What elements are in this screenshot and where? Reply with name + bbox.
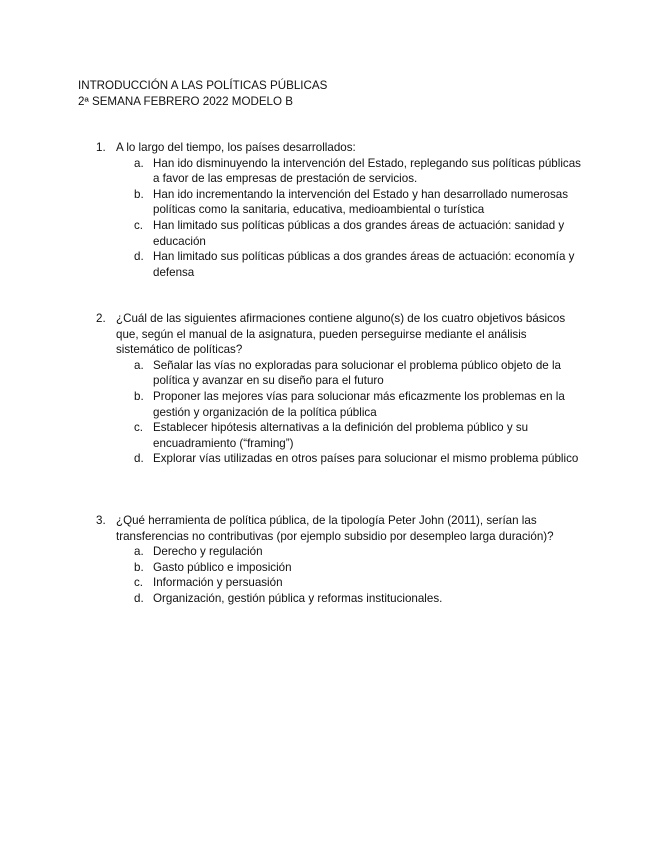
option-d [96,591,586,607]
question-3 [96,513,586,607]
option-text: Señalar las vías no exploradas para solucionar el problema público objeto de la política y avanzar en su diseño para el futuro [153,358,561,388]
option-letter: a. [134,156,144,170]
option-text: Información y persuasión [153,576,283,590]
question-number: 1. [96,141,106,154]
option-c [96,420,586,451]
option-text: Establecer hipótesis alternativas a la definición del problema público y su encuadramiento (“framing”) [153,421,529,450]
option-text: Organización, gestión pública y reformas institucionales. [153,591,443,605]
option-d [96,249,586,280]
option-c [96,218,586,249]
option-c [96,575,586,591]
question-1 [96,140,586,280]
option-letter: a. [134,358,144,372]
option-letter: c. [134,421,144,435]
document-header [78,78,598,109]
question-text: ¿Cuál de las siguientes afirmaciones contiene alguno(s) de los cuatro objetivos básicos que, según el manual de la asignatura, pueden perseguirse mediante el análisis sistemático de políticas? [116,312,566,357]
question-text: ¿Qué herramienta de política pública, de la tipología Peter John (2011), serían las transferencias no contributivas (por ejemplo subsidio por desempleo larga duración)? [116,514,554,543]
option-b [96,389,586,420]
option-a [96,358,586,389]
option-letter: b. [134,389,144,403]
document-title: INTRODUCCIÓN A LAS POLÍTICAS PÚBLICAS [78,79,328,92]
option-b [96,560,586,576]
option-text: Derecho y regulación [153,545,263,559]
document-subtitle: 2ª SEMANA FEBRERO 2022 MODELO B [78,94,293,108]
option-text: Han limitado sus políticas públicas a dos grandes áreas de actuación: economía y defensa [153,250,575,279]
option-text: Explorar vías utilizadas en otros países para solucionar el mismo problema público [153,452,579,466]
option-list [96,358,586,467]
option-a [96,544,586,560]
option-d [96,451,586,467]
option-letter: b. [134,187,144,201]
question-number: 3. [96,514,106,527]
question-number: 2. [96,312,106,325]
option-text: Han limitado sus políticas públicas a dos grandes áreas de actuación: sanidad y educación [153,218,565,248]
option-text: Gasto público e imposición [153,560,292,574]
option-letter: d. [134,452,144,466]
question-2 [96,311,586,467]
option-letter: d. [134,591,144,605]
question-text: A lo largo del tiempo, los países desarrollados: [116,141,356,154]
option-letter: c. [134,576,144,590]
option-b [96,187,586,218]
option-list [96,156,586,281]
option-text: Han ido incrementando la intervención del Estado y han desarrollado numerosas políticas como la sanitaria, educativa, medioambiental o turística [153,187,569,217]
option-text: Han ido disminuyendo la intervención del Estado, replegando sus políticas públicas a favor de las empresas de prestación de servicios. [153,156,581,186]
option-a [96,156,586,187]
option-letter: b. [134,560,144,574]
option-letter: a. [134,545,144,559]
option-list [96,544,586,606]
option-letter: c. [134,218,144,232]
option-text: Proponer las mejores vías para solucionar más eficazmente los problemas en la gestión y organización de la política pública [153,389,565,419]
option-letter: d. [134,250,144,264]
